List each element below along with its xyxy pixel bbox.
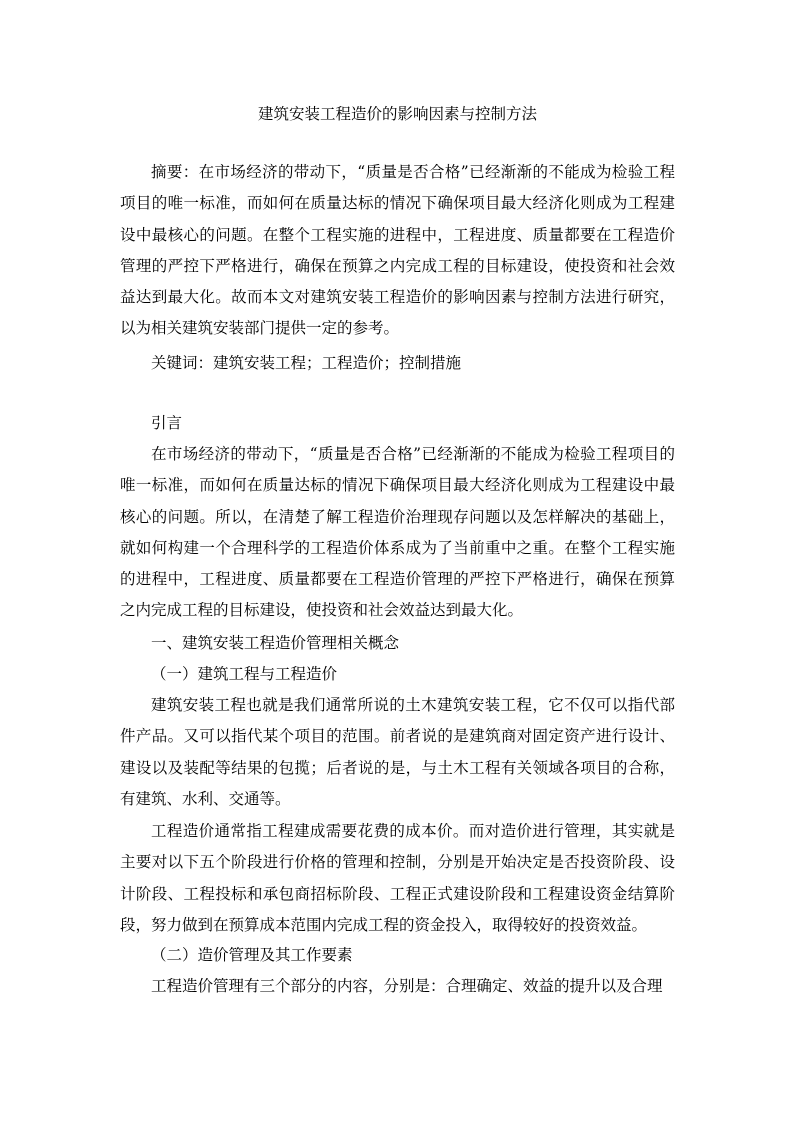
subsection-1-paragraph-1: 建筑安装工程也就是我们通常所说的土木建筑安装工程，它不仅可以指代部件产品。又可以指代某个项目的范围。前者说的是建筑商对固定资产进行设计、建设以及装配等结果的包揽；后者说的是，与土木工程有关领域各项目的合称，有建筑、水利、交通等。 xyxy=(120,696,675,808)
subsection-2-heading: （二）造价管理及其工作要素 xyxy=(151,946,353,964)
document-page xyxy=(120,0,675,1122)
subsection-1-heading: （一）建筑工程与工程造价 xyxy=(151,665,338,683)
subsection-1-paragraph-2: 工程造价通常指工程建成需要花费的成本价。而对造价进行管理，其实就是主要对以下五个阶段进行价格的管理和控制，分别是开始决定是否投资阶段、设计阶段、工程投标和承包商招标阶段、工程正式建设阶段和工程建设资金结算阶段，努力做到在预算成本范围内完成工程的资金投入，取得较好的投资效益。 xyxy=(120,822,675,934)
subsection-2-paragraph-1: 工程造价管理有三个部分的内容，分别是：合理确定、效益的提升以及合理 xyxy=(151,977,663,995)
section-1-heading: 一、建筑安装工程造价管理相关概念 xyxy=(151,634,400,652)
intro-heading: 引言 xyxy=(151,414,183,432)
keywords-line: 关键词：建筑安装工程；工程造价；控制措施 xyxy=(151,354,462,372)
document-title: 建筑安装工程造价的影响因素与控制方法 xyxy=(257,105,537,123)
abstract-paragraph: 摘要：在市场经济的带动下，“质量是否合格”已经渐渐的不能成为检验工程项目的唯一标准，而如何在质量达标的情况下确保项目最大经济化则成为工程建设中最核心的问题。在整个工程实施的进程中，工程进度、质量都要在工程造价管理的严控下严格进行，确保在预算之内完成工程的目标建设，使投资和社会效益达到最大化。故而本文对建筑安装工程造价的影响因素与控制方法进行研究，以为相关建筑安装部门提供一定的参考。 xyxy=(120,163,675,338)
intro-paragraph: 在市场经济的带动下，“质量是否合格”已经渐渐的不能成为检验工程项目的唯一标准，而如何在质量达标的情况下确保项目最大经济化则成为工程建设中最核心的问题。所以，在清楚了解工程造价治理现存问题以及怎样解决的基础上，就如何构建一个合理科学的工程造价体系成为了当前重中之重。在整个工程实施的进程中，工程进度、质量都要在工程造价管理的严控下严格进行，确保在预算之内完成工程的目标建设，使投资和社会效益达到最大化。 xyxy=(120,445,675,620)
